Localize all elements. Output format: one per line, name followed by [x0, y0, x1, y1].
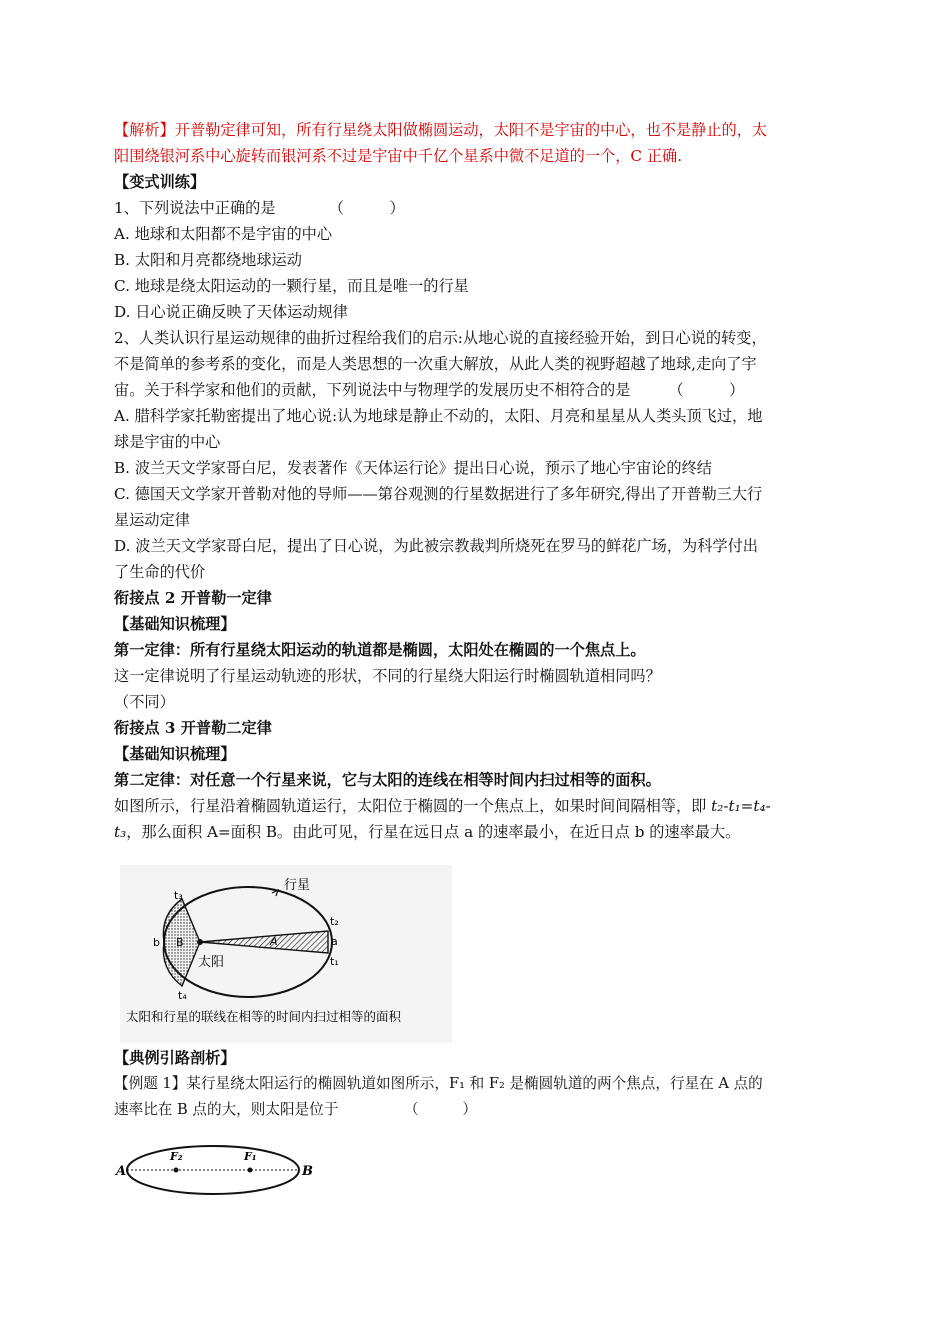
q1-option-a: A. 地球和太阳都不是宇宙的中心 [114, 225, 333, 243]
second-law-desc-line-1 [114, 793, 838, 819]
first-law: 第一定律：所有行星绕太阳运动的轨道都是椭圆，太阳处在椭圆的一个焦点上。 [114, 641, 646, 659]
q2-stem-line-2: 不是简单的参考系的变化，而是人类思想的一次重大解放，从此人类的视野超越了地球,走向了宇 [114, 355, 757, 373]
ellipse-foci-figure [114, 1142, 314, 1218]
f1-label: F₁ [244, 1150, 257, 1163]
point3-heading: 衔接点 3 开普勒二定律 [114, 719, 272, 737]
planet-label: 行星 [284, 878, 311, 893]
b-point-label: b [153, 936, 160, 949]
example-line-1: 【例题 1】某行星绕太阳运行的椭圆轨道如图所示，F₁ 和 F₂ 是椭圆轨道的两个焦点，行星在 A 点的 [114, 1075, 763, 1092]
desc-text: 如图所示，行星沿着椭圆轨道运行，太阳位于椭圆的一个焦点上，如果时间间隔相等，即 [114, 797, 712, 815]
q2-option-d-line-2: 了生命的代价 [114, 563, 206, 581]
sun-dot [197, 939, 203, 945]
q1-option-b: B. 太阳和月亮都绕地球运动 [114, 251, 302, 269]
sun-label: 太阳 [198, 955, 225, 970]
point3-subheading: 【基础知识梳理】 [114, 745, 236, 763]
example-heading: 【典例引路剖析】 [114, 1049, 236, 1067]
q1-stem: 1、下列说法中正确的是 （ ） [114, 199, 405, 217]
second-law-desc-line-2 [114, 819, 838, 845]
example-section [114, 1045, 838, 1123]
analysis-line-1: 【解析】开普勒定律可知，所有行星绕太阳做椭圆运动，太阳不是宇宙的中心，也不是静止的，太 [114, 121, 768, 139]
q2-option-b: B. 波兰天文学家哥白尼，发表著作《天体运行论》提出日心说，预示了地心宇宙论的终结 [114, 459, 712, 477]
point2-subheading: 【基础知识梳理】 [114, 615, 236, 633]
area-a-label: A [270, 935, 278, 948]
first-law-question: 这一定律说明了行星运动轨迹的形状，不同的行星绕大阳运行时椭圆轨道相同吗？ [114, 667, 661, 685]
t4-label: t₄ [178, 989, 187, 1002]
document-body [114, 117, 838, 845]
time-formula: t₂-t₁=t₄- [711, 797, 771, 815]
point-b-label: B [302, 1164, 313, 1179]
q1-option-c: C. 地球是绕太阳运动的一颗行星，而且是唯一的行星 [114, 277, 469, 295]
t2-label: t₂ [330, 915, 339, 928]
figure-caption: 太阳和行星的联线在相等的时间内扫过相等的面积 [126, 1009, 402, 1024]
q2-option-a-line-1: A. 腊科学家托勒密提出了地心说:认为地球是静止不动的，太阳、月亮和星星从人类头顶飞过，地 [114, 407, 763, 425]
kepler-second-law-figure [120, 865, 452, 1043]
desc-text-2: ，那么面积 A=面积 B。由此可见，行星在远日点 a 的速率最小，在近日点 b 的速率最大。 [126, 823, 741, 841]
analysis-line-2: 阳围绕银河系中心旋转而银河系不过是宇宙中千亿个星系中微不足道的一个，C 正确. [114, 147, 683, 165]
f2-label: F₂ [170, 1150, 183, 1163]
t3-label: t₃ [174, 889, 183, 902]
variant-heading: 【变式训练】 [114, 173, 206, 191]
q2-option-d-line-1: D. 波兰天文学家哥白尼，提出了日心说，为此被宗教裁判所烧死在罗马的鲜花广场，为科学付出 [114, 537, 758, 555]
f1-dot [248, 1168, 253, 1173]
point2-heading: 衔接点 2 开普勒一定律 [114, 589, 272, 607]
point-a-label: A [116, 1164, 127, 1179]
second-law: 第二定律：对任意一个行星来说，它与太阳的连线在相等时间内扫过相等的面积。 [114, 771, 661, 789]
q1-option-d: D. 日心说正确反映了天体运动规律 [114, 303, 348, 321]
q2-option-a-line-2: 球是宇宙的中心 [114, 433, 221, 451]
q2-option-c-line-2: 星运动定律 [114, 511, 190, 529]
time-formula-cont: t₃ [114, 823, 127, 841]
example-line-2: 速率比在 B 点的大，则太阳是位于 （ ） [114, 1101, 477, 1118]
first-law-answer: （不同） [114, 693, 175, 711]
area-b-label: B [176, 936, 184, 949]
a-point-label: a [331, 935, 338, 948]
q2-stem-line-3: 宙。关于科学家和他们的贡献，下列说法中与物理学的发展历史不相符合的是 （ ） [114, 381, 745, 399]
q2-stem-line-1: 2、人类认识行星运动规律的曲折过程给我们的启示:从地心说的直接经验开始，到日心说的转变， [114, 329, 767, 347]
q2-option-c-line-1: C. 德国天文学家开普勒对他的导师——第谷观测的行星数据进行了多年研究,得出了开普勒三大行 [114, 485, 763, 503]
t1-label: t₁ [330, 955, 339, 968]
f2-dot [174, 1168, 179, 1173]
